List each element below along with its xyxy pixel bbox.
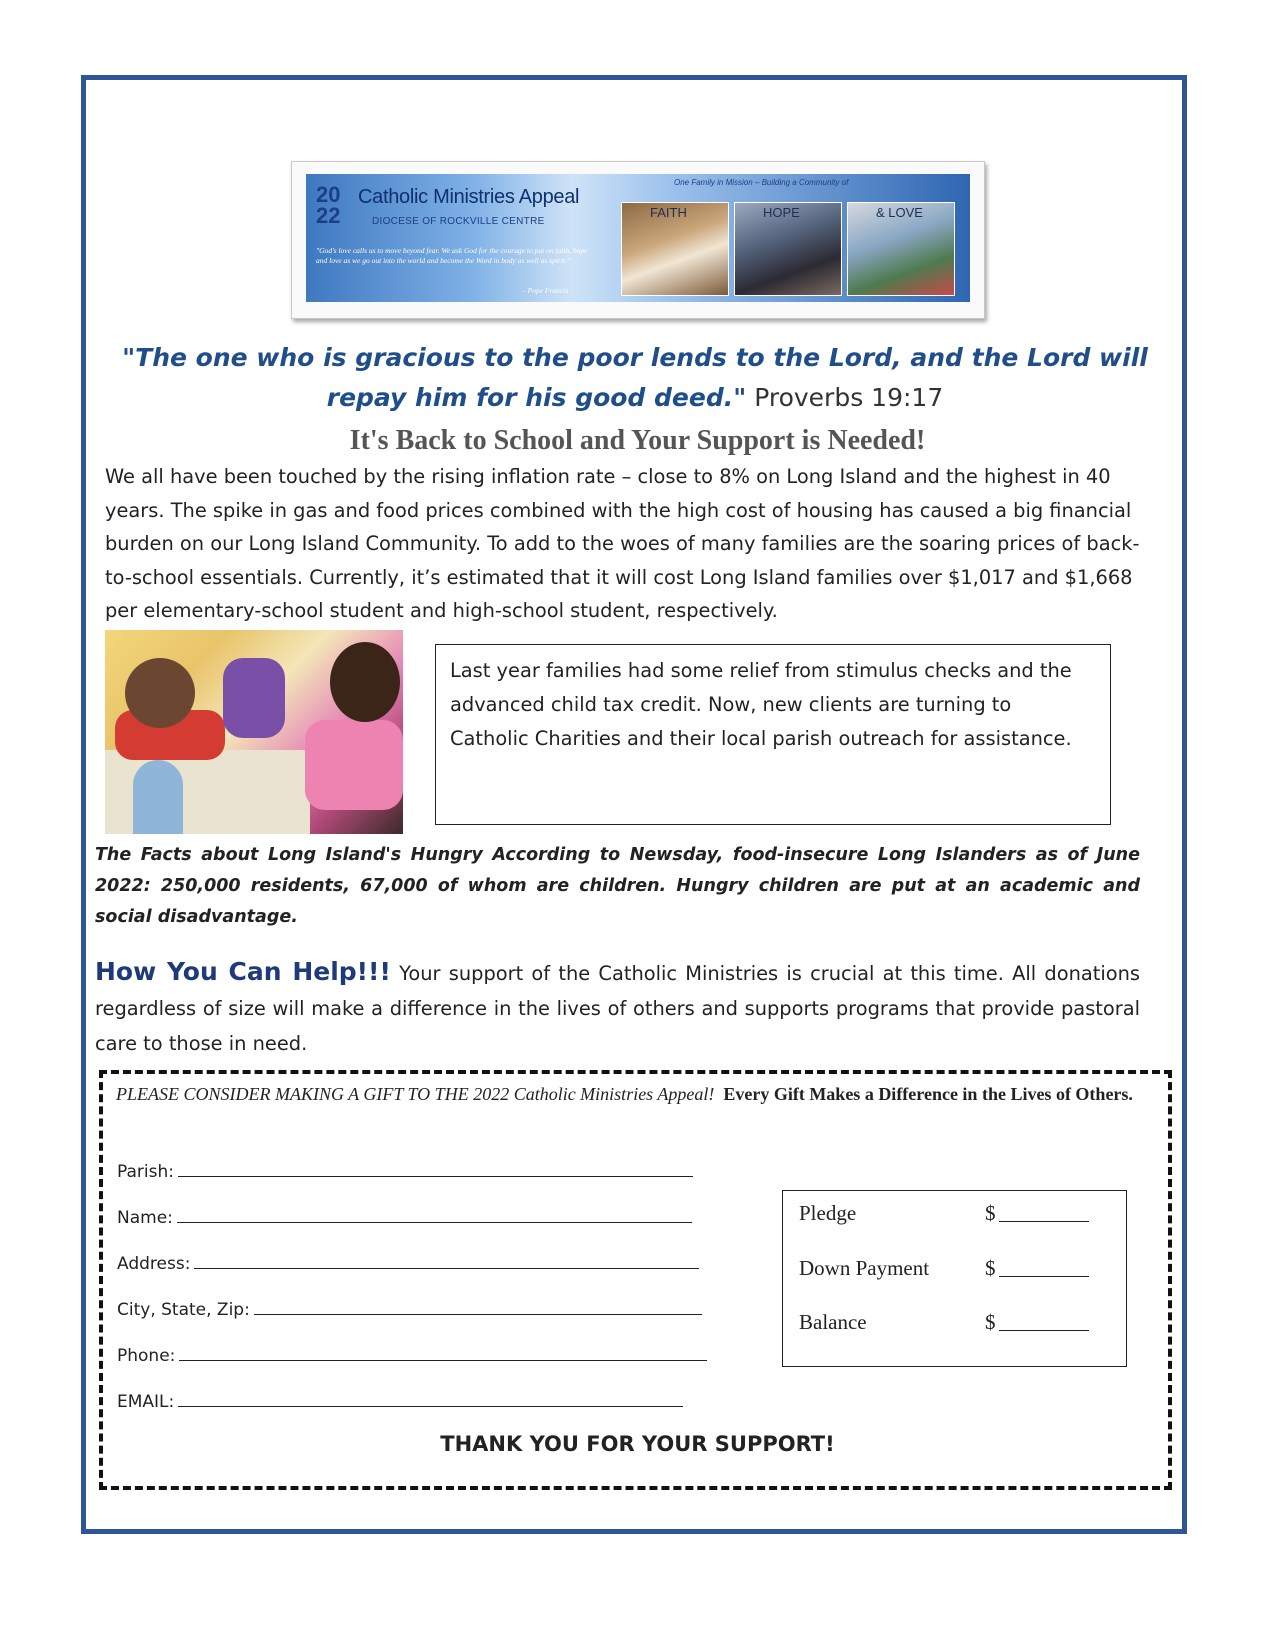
city-state-zip-input[interactable]	[254, 1296, 702, 1315]
banner-quote: "God's love calls us to move beyond fear. We ask God for the courage to put on faith, hope and love as we go out into the world and become the Word in body as well as spirit."	[316, 246, 588, 265]
thank-you-text: THANK YOU FOR YOUR SUPPORT!	[440, 1432, 835, 1456]
pledge-row[interactable]	[799, 1201, 996, 1226]
hope-label: HOPE	[763, 205, 800, 220]
banner-year-bottom: 22	[316, 203, 341, 228]
banner-mission: One Family in Mission – Building a Community of	[674, 178, 849, 187]
balance-label: Balance	[799, 1310, 867, 1334]
page-heading: It's Back to School and Your Support is Needed!	[349, 425, 926, 456]
appeal-banner	[291, 161, 985, 319]
parish-field[interactable]	[117, 1158, 693, 1182]
banner-diocese: DIOCESE OF ROCKVILLE CENTRE	[372, 216, 545, 227]
balance-dollar: $	[985, 1310, 996, 1334]
banner-quote-attribution: – Pope Francis	[522, 286, 569, 295]
help-heading: How You Can Help!!!	[95, 957, 391, 986]
down-payment-dollar: $	[985, 1256, 996, 1280]
down-payment-label: Down Payment	[799, 1256, 930, 1280]
name-field[interactable]	[117, 1204, 692, 1228]
balance-input[interactable]	[999, 1330, 1089, 1331]
pledge-box	[782, 1190, 1127, 1367]
pledge-dollar: $	[985, 1201, 996, 1225]
banner-year-top: 20	[316, 182, 341, 207]
pledge-label: Pledge	[799, 1201, 857, 1225]
scripture-verse	[110, 338, 1160, 418]
appeal-italic: PLEASE CONSIDER MAKING A GIFT TO THE 2022 Catholic Ministries Appeal!	[116, 1084, 715, 1104]
phone-input[interactable]	[179, 1342, 707, 1361]
parish-input[interactable]	[178, 1158, 693, 1177]
address-field[interactable]	[117, 1250, 699, 1274]
email-label: EMAIL:	[117, 1392, 175, 1412]
volunteers-backpack-photo	[105, 630, 403, 834]
balance-row[interactable]	[799, 1310, 996, 1335]
phone-field[interactable]	[117, 1342, 707, 1366]
parish-label: Parish:	[117, 1162, 174, 1182]
city-state-zip-label: City, State, Zip:	[117, 1300, 250, 1320]
faith-photo	[621, 202, 729, 296]
pledge-input[interactable]	[999, 1221, 1089, 1222]
banner-year	[316, 184, 352, 226]
appeal-bold: Every Gift Makes a Difference in the Lives of Others.	[723, 1084, 1133, 1104]
intro-paragraph: We all have been touched by the rising inflation rate – close to 8% on Long Island and the highest in 40 years. The spike in gas and food prices combined with the high cost of housing has caused a big financial burden on our Long Island Community. To add to the woes of many families are the soaring prices of back-to-school essentials. Currently, it’s estimated that it will cost Long Island families over $1,017 and $1,668 per elementary-school student and high-school student, respectively.	[105, 465, 1140, 622]
how-to-help	[95, 954, 1140, 1061]
banner-graphic	[306, 174, 970, 302]
faith-label: FAITH	[650, 205, 687, 220]
love-label: & LOVE	[876, 205, 923, 220]
appeal-text	[116, 1080, 1146, 1108]
relief-textbox: Last year families had some relief from stimulus checks and the advanced child tax credit. Now, new clients are turning to Catholic Charities and their local parish outreach for assistance.	[435, 644, 1111, 825]
address-input[interactable]	[194, 1250, 699, 1269]
phone-label: Phone:	[117, 1346, 176, 1366]
address-label: Address:	[117, 1254, 191, 1274]
name-label: Name:	[117, 1208, 173, 1228]
down-payment-row[interactable]	[799, 1256, 996, 1281]
banner-title: Catholic Ministries Appeal	[358, 186, 580, 208]
help-text: Your support of the Catholic Ministries is crucial at this time. All donations regardless of size will make a difference in the lives of others and supports programs that provide pastoral care to those in need.	[95, 962, 1141, 1055]
email-input[interactable]	[178, 1388, 683, 1407]
email-field[interactable]	[117, 1388, 683, 1412]
love-photo	[847, 202, 955, 296]
hunger-facts: The Facts about Long Island's Hungry According to Newsday, food-insecure Long Islanders as of June 2022: 250,000 residents, 67,000 of whom are children. Hungry children are put at an academic and social disadvantage.	[95, 845, 1140, 927]
down-payment-input[interactable]	[999, 1276, 1089, 1277]
verse-reference: Proverbs 19:17	[754, 383, 944, 412]
city-state-zip-field[interactable]	[117, 1296, 702, 1320]
verse-text: "The one who is gracious to the poor lends to the Lord, and the Lord will repay him for his good deed."	[122, 343, 1148, 412]
hope-photo	[734, 202, 842, 296]
name-input[interactable]	[177, 1204, 692, 1223]
